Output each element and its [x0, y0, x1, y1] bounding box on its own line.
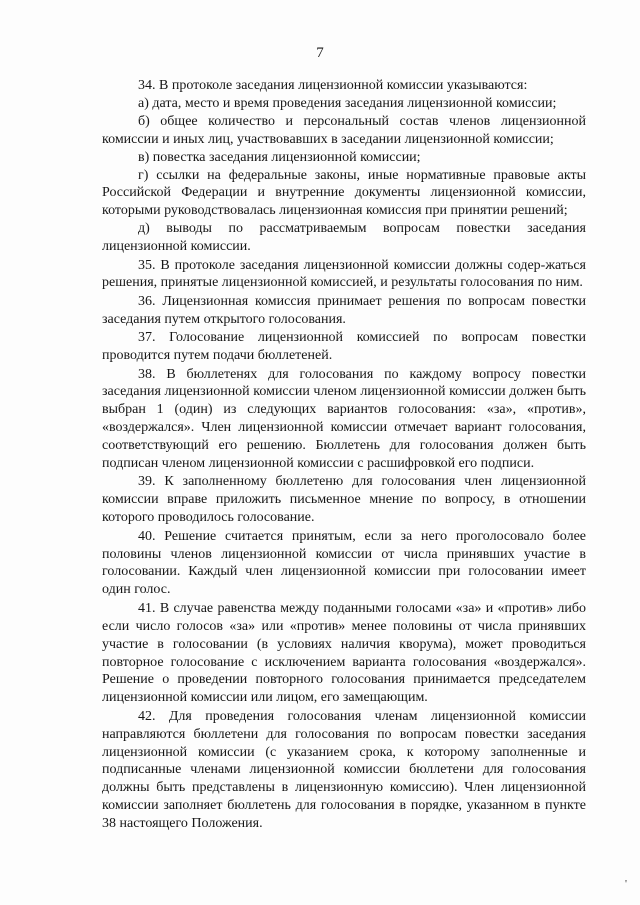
paragraph-40: 40. Решение считается принятым, если за него проголосовало более половины членов лицензионной комиссии от числа принявших участие в голосовании. Каждый член лицензионной комиссии при голосовании имеет один голос. — [102, 528, 586, 598]
paragraph-37: 37. Голосование лицензионной комиссией по вопросам повестки проводится путем подачи бюллетеней. — [102, 330, 586, 364]
paragraph-35: 35. В протоколе заседания лицензионной комиссии должны содер-жаться решения, принятые лицензионной комиссией, и результаты голосования по ним. — [102, 257, 586, 291]
paragraph-34: 34. В протоколе заседания лицензионной комиссии указываются: — [138, 78, 528, 93]
paragraph-34g: г) ссылки на федеральные законы, иные нормативные правовые акты Российской Федерации и внутренние документы лицензионной комиссии, которыми руководствовалась лицензионная комиссия при принятии решений; — [102, 167, 586, 219]
page-number: 7 — [316, 45, 324, 61]
paragraph-36: 36. Лицензионная комиссия принимает решения по вопросам повестки заседания путем открытого голосования. — [102, 293, 586, 327]
paragraph-34v: в) повестка заседания лицензионной комиссии; — [138, 149, 421, 165]
scan-mark: ' — [625, 878, 627, 890]
paragraph-39: 39. К заполненному бюллетеню для голосования член лицензионной комиссии вправе приложить письменное мнение по вопросу, в отношении которого проводилось голосование. — [102, 474, 586, 526]
paragraph-34d: д) выводы по рассматриваемым вопросам повестки заседания лицензионной комиссии. — [102, 221, 586, 255]
paragraph-42: 42. Для проведения голосования членам лицензионной комиссии направляются бюллетени для голосования по вопросам повестки заседания лицензионной комиссии (с указанием срока, к которому заполненные и подписанные членами лицензионной комиссии бюллетени для голосования должны быть представлены в лицензионную комиссию). Член лицензионной комиссии заполняет бюллетень для голосования в порядке, указанном в пункте 38 настоящего Положения. — [102, 708, 586, 832]
paragraph-34b: б) общее количество и персональный состав членов лицензионной комиссии и иных лиц, участвовавших в заседании лицензионной комиссии; — [102, 113, 586, 147]
paragraph-34a: а) дата, место и время проведения заседания лицензионной комиссии; — [138, 95, 557, 111]
paragraph-38: 38. В бюллетенях для голосования по каждому вопросу повестки заседания лицензионной комиссии членом лицензионной комиссии должен быть выбран 1 (один) из следующих вариантов голосования: «за», «против», «воздержался». Член лицензионной комиссии отмечает вариант голосования, соответствующий его решению. Бюллетень для голосования должен быть подписан членом лицензионной комиссии с расшифровкой его подписи. — [102, 366, 586, 472]
paragraph-41: 41. В случае равенства между поданными голосами «за» и «против» либо если число голосов «за» или «против» менее половины от числа принявших участие в голосовании (в условиях наличия кворума), может проводиться повторное голосование с исключением варианта голосования «воздержался». Решение о проведении повторного голосования принимается председателем лицензионной комиссии или лицом, его замещающим. — [102, 600, 586, 706]
page-body — [102, 77, 586, 833]
